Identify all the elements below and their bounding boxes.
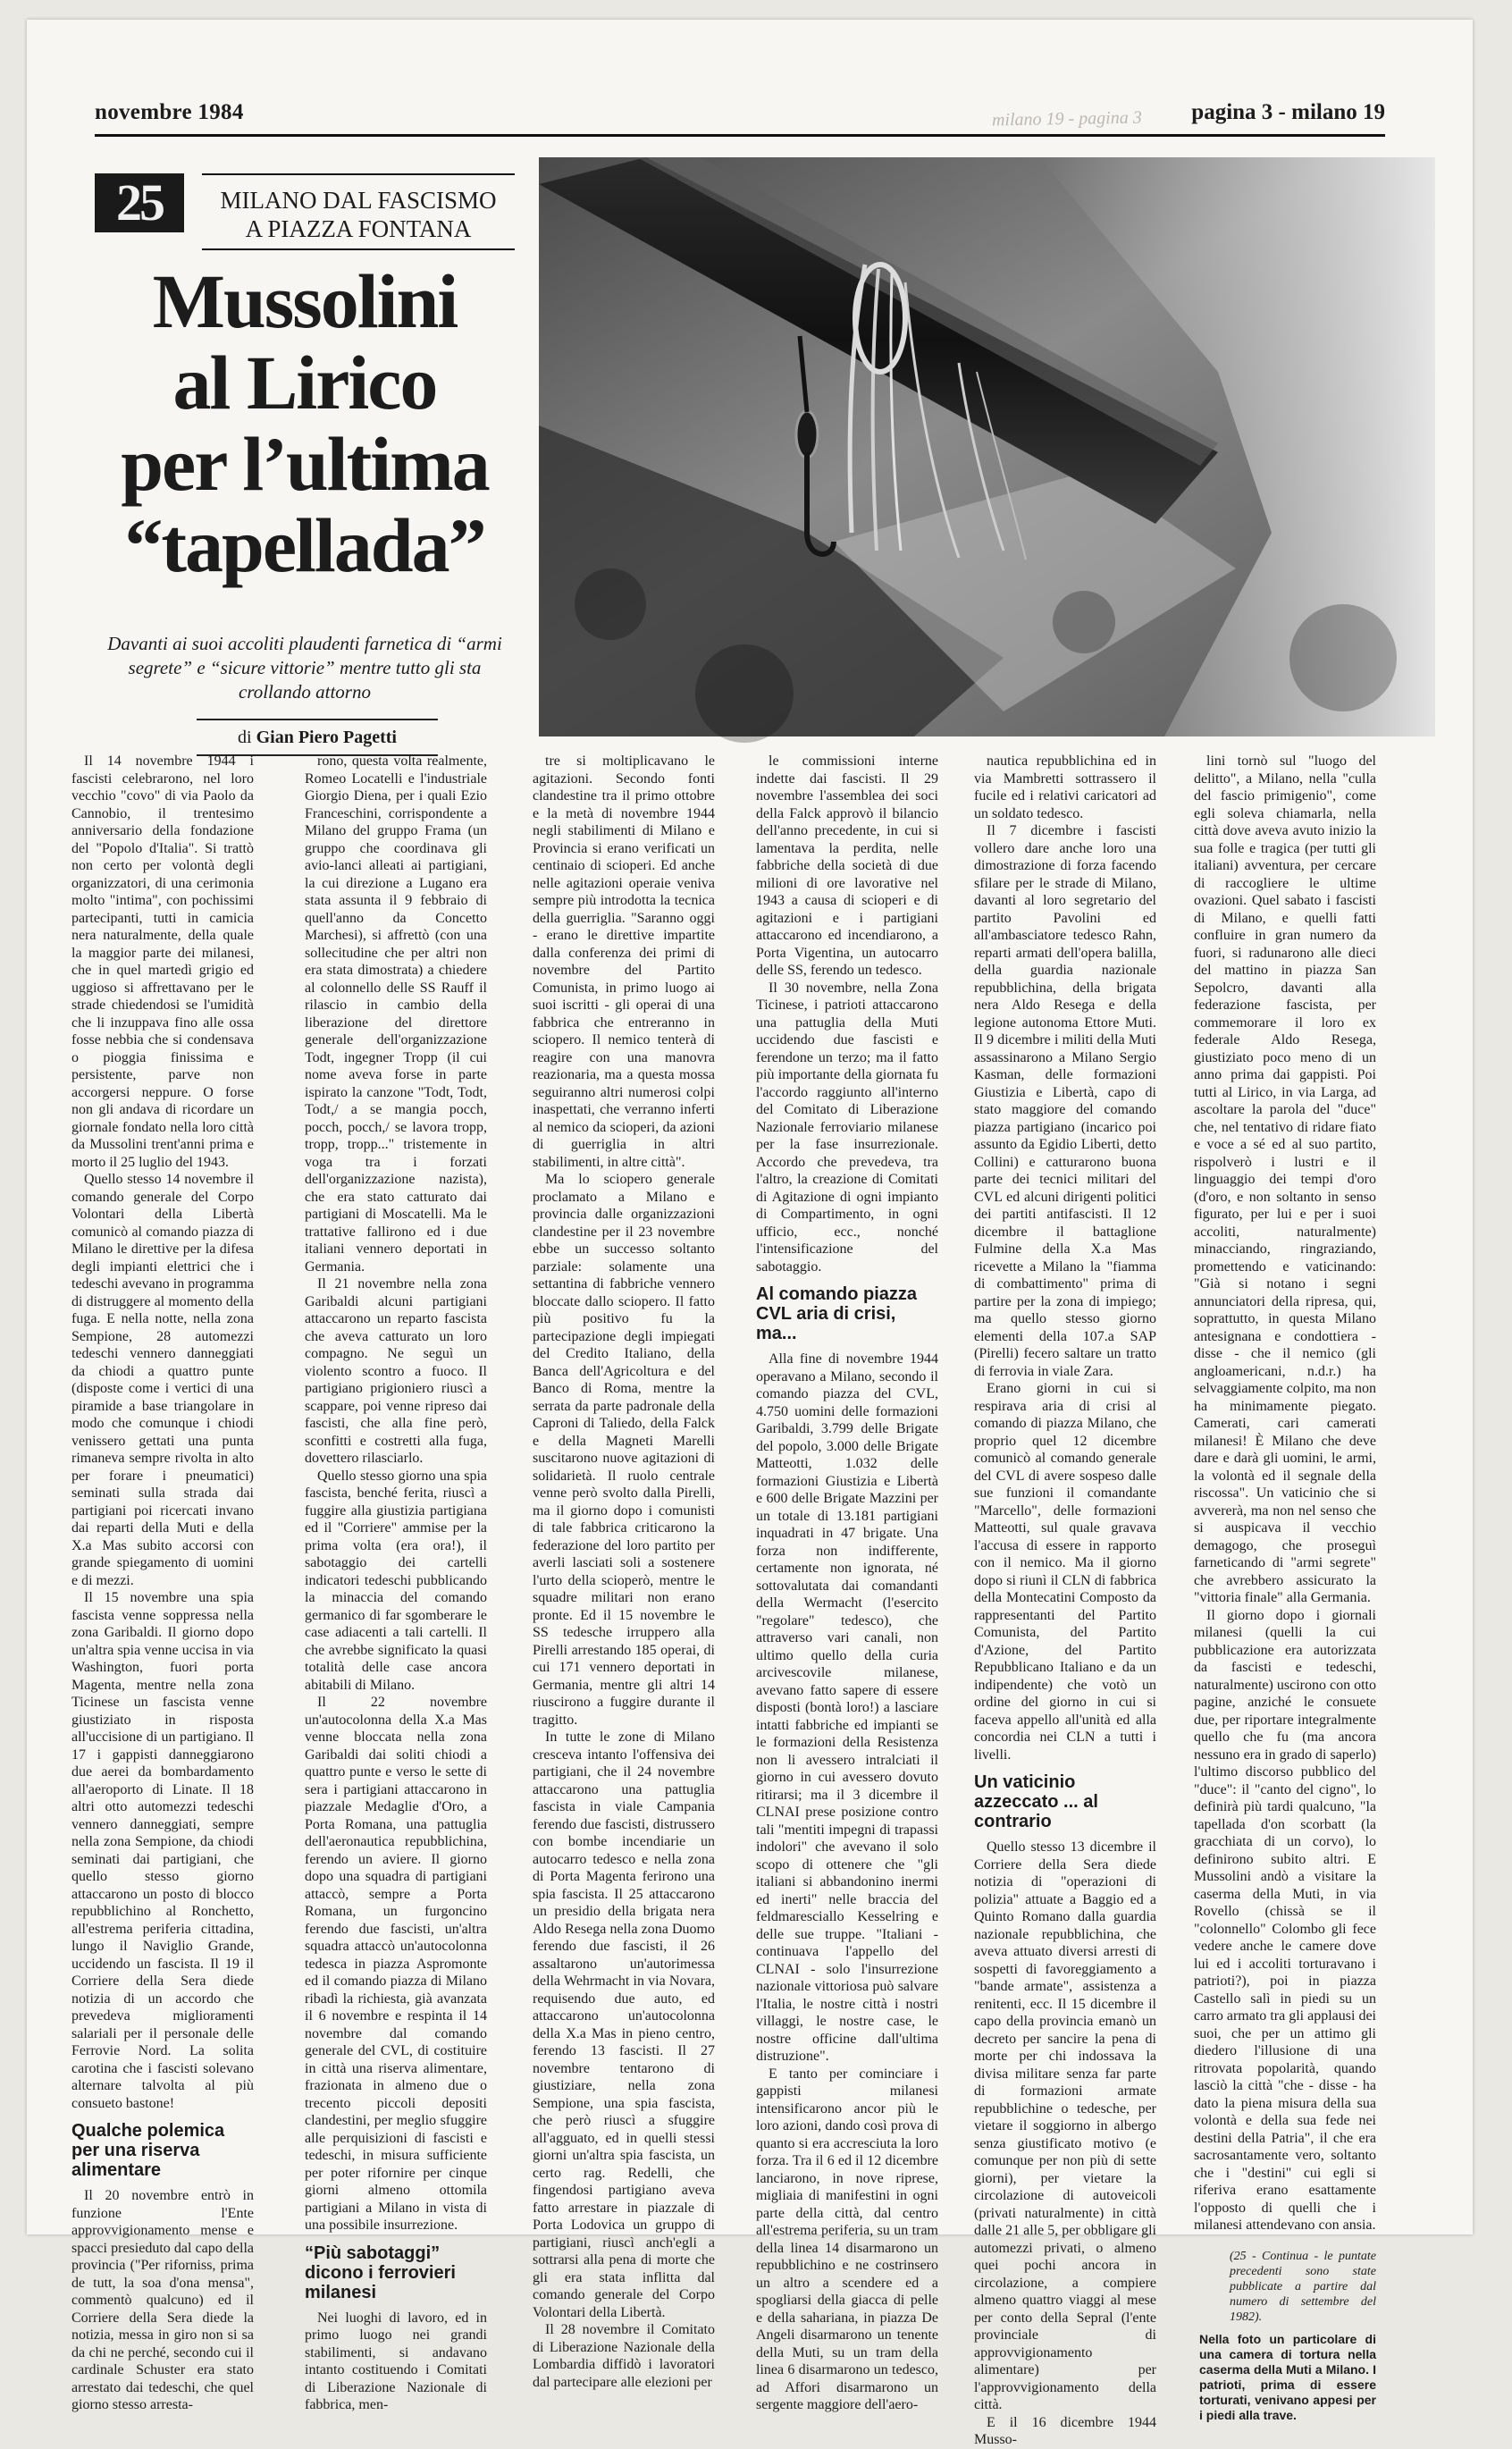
- paragraph: Il 28 novembre il Comitato di Liberazione Nazionale della Lombardia diffidò i lavoratori dal partecipare alle elezioni per: [533, 2322, 715, 2390]
- series-title-line1: MILANO DAL FASCISMO: [220, 187, 497, 214]
- paragraph: rono, questa volta realmente, Romeo Locatelli e l'industriale Giorgio Diena, per i quali Ezio Franceschini, corrispondente a Milano del gruppo Frama (un gruppo che coordinava gli avio-lanci alleati ai partigiani, la cui direzione a Lugano era stata assunta il 9 febbraio di quell'anno da Concetto Marchesi), si affrettò (con una sollecitudine che per altri non era stata dimostrata) a chiedere al colonnello delle SS Rauff il rilascio in cambio della liberazione del direttore generale dell'organizzazione Todt, ingegner Tropp (il cui nome aveva forse in parte ispirato la canzone "Todt, Todt, Todt,/ a se mangia pocch, pocch, pocch,/ se lavora tropp, tropp, tropp..." tristemente in voga tra i forzati dell'organizzazione nazista), che era stato catturato dai partigiani di Moscatelli. Ma le trattative fallirono ed i due italiani vennero deportati in Germania.: [305, 753, 487, 1275]
- paragraph: le commissioni interne indette dai fascisti. Il 29 novembre l'assemblea dei soci della Falck approvò il bilancio dell'anno precedente, in cui si lamentava la perdita, nelle fabbriche della società di due milioni di ore lavorative nel 1943 a causa di scioperi e di agitazioni e i partigiani attaccarono ed incendiarono, a Porta Vigentina, un autocarro delle SS, ferendo un tedesco.: [756, 753, 938, 978]
- newspaper-page: [27, 20, 1473, 2447]
- byline-author: Gian Piero Pagetti: [256, 728, 397, 747]
- series-title-line2: A PIAZZA FONTANA: [245, 215, 472, 242]
- headline-line2: al Lirico: [172, 340, 437, 425]
- paragraph: Erano giorni in cui si respirava aria di crisi al comando di piazza Milano, che proprio quel 12 dicembre comunicò al comando generale del CVL di avere sospeso dalle sue funzioni il comandante "Marcello", delle formazioni Matteotti, sul quale gravava l'accusa di essere in rapporto con il nemico. Ma il giorno dopo si riunì il CLN di fabbrica della Montecatini Composto da rappresentanti del Partito Comunista, del Partito d'Azione, del Partito Repubblicano Italiano e da un indipendente) che votò un ordine del giorno in cui si faceva appello all'unità ed alla concordia nei CLN a tutti i livelli.: [974, 1381, 1156, 1763]
- paragraph: lini tornò sul "luogo del delitto", a Milano, nella "culla del fascio primigenio", come egli soleva chiamarla, nella città dove aveva avuto inizio la sua folle e tragica (per tutti gli italiani) avventura, per cercare di raccogliere le ultime ovazioni. Quel sabato i fascisti di Milano, e quelli fatti confluire in gran numero da fuori, si radunarono alle dieci del mattino in piazza San Sepolcro, davanti alla federazione fascista, per commemorare il loro ex federale Aldo Resega, giustiziato poco meno di un anno prima dai gappisti. Poi tutti al Lirico, in via Larga, ad ascoltare la parola del "duce" che, nel tentativo di ridare fiato e voce a sé ed al suo partito, rispolverò i lustri e il linguaggio dei tempi d'oro (d'oro, e non soltanto in senso figurato, per lui e per i suoi accoliti, naturalmente) minacciando, ringraziando, promettendo e vaticinando: "Già si notano i segni annunciatori della ripresa, qui, soprattutto, in questa Milano antesignana e condottiera - disse - che il nemico (gli angloamericani, n.d.r.) ha selvaggiamente colpito, ma non ha minimamente piegato. Camerati, cari camerati milanesi! È Milano che deve dare e darà gli uomini, le armi, la volontà ed il segnale della riscossa". Un vaticinio che si avvererà, ma non nel senso che si auspicava il vecchio demagogo, che proseguì farneticando di "armi segrete" che avrebbero assicurato la "vittoria finale" alla Germania.: [1194, 753, 1376, 1605]
- paragraph: Il 7 dicembre i fascisti vollero dare anche loro una dimostrazione di forza facendo sfilare per le strade di Milano, davanti al loro segretario del partito Pavolini ed all'ambasciatore tedesco Rahn, reparti armati dell'opera balilla, della guardia nazionale repubblichina, della brigata nera Aldo Resega e della legione autonoma Ettore Muti. Il 9 dicembre i militi della Muti assassinarono a Milano Sergio Kasman, delle formazioni Giustizia e Libertà, capo di stato maggiore del comando piazza partigiano (incarico poi assunto da Egidio Liberti, detto Collini) e catturarono buona parte dei tecnici militari del CVL ed alcuni dirigenti politici dei partiti antifascisti. Il 12 dicembre il battaglione Fulmine della X.a Mas ricevette a Milano la "fiamma di combattimento" prima di partire per la zona di impiego; ma quello stesso giorno elementi della 107.a SAP (Pirelli) fecero saltare un tratto di ferrovia in viale Zara.: [974, 823, 1156, 1379]
- headline-line3: per l’ultima: [121, 421, 489, 507]
- page-number: pagina 3 - milano 19: [1191, 100, 1385, 124]
- section-heading: Un vaticinio azzeccato ... al contrario: [974, 1772, 1098, 1831]
- paragraph: Il 30 novembre, nella Zona Ticinese, i patrioti attaccarono una pattuglia della Muti uccidendo due fascisti e ferendone un terzo; ma il fatto più importante della giornata fu l'accordo raggiunto all'interno del Comitato di Liberazione Nazionale ferroviario milanese per la fase insurrezionale. Accordo che prevedeva, tra l'altro, la creazione di Comitati di Agitazione di ogni impianto di Compartimento, in ogni ufficio, ecc., nonché l'intensificazione del sabotaggio.: [756, 980, 938, 1275]
- byline-top-rule: [197, 719, 438, 720]
- article-column-3: [533, 753, 715, 2391]
- photo-caption: Nella foto un particolare di una camera di tortura nella caserma della Muti a Milano. I patrioti, prima di essere torturati, venivano appesi per i piedi alla trave.: [1199, 2331, 1376, 2422]
- paragraph: Il 21 novembre nella zona Garibaldi alcuni partigiani attaccarono un reparto fascista che aveva catturato un loro compagno. Ne seguì un violento scontro a fuoco. Il partigiano prigioniero riuscì a scappare, poi venne ripreso dai fascisti, che alla fine però, sconfitti e costretti alla fuga, dovettero rilasciarlo.: [305, 1276, 487, 1466]
- paragraph: E il 16 dicembre 1944 Musso-: [974, 2414, 1156, 2447]
- article-column-5: [974, 753, 1156, 2449]
- paragraph: Nei luoghi di lavoro, ed in primo luogo nei grandi stabilimenti, si andavano intanto costituendo i Comitati di Liberazione Nazionale di fabbrica, men-: [305, 2310, 487, 2412]
- paragraph: Alla fine di novembre 1944 operavano a Milano, secondo il comando piazza del CVL, 4.750 uomini delle formazioni Garibaldi, 3.799 delle Brigate del popolo, 3.000 delle Brigate Matteotti, 1.032 delle formazioni Giustizia e Libertà e 600 delle Brigate Mazzini per un totale di 13.181 partigiani inquadrati in 47 brigate. Una forza non indifferente, certamente non ignorata, né sottovalutata dai comandanti della Wermacht (l'esercito "regolare" tedesco), che attraverso vari canali, non ultimo quello della curia arcivescovile milanese, avevano fatto sapere di essere disposti (bontà loro!) a lasciare intatti fabbriche ed impianti se le formazioni della Resistenza non li avessero intralciati il giorno in cui avessero dovuto ritirarsi; ma il 3 dicembre il CLNAI prese posizione contro tali "mentiti impegni di trapassi indolori" che avevano il solo scopo di ottenere che "gli italiani si abbandonino inermi ed inerti" nelle braccia del feldmaresciallo Kesselring e delle sue truppe. "Italiani - continuava l'appello del CLNAI - solo l'insurrezione nazionale vittoriosa può salvare l'Italia, le nostre città i nostri villaggi, le nostre case, le nostre officine dall'ultima distruzione".: [756, 1351, 938, 2064]
- article-column-2: [305, 753, 487, 2414]
- series-footnote: (25 - Continua - le puntate precedenti sono state pubblicate a partire dal numero di settembre del 1982).: [1230, 2249, 1376, 2324]
- headline-line1: Mussolini: [152, 258, 458, 344]
- byline: [161, 728, 474, 748]
- paragraph: Il giorno dopo i giornali milanesi (quelli la cui pubblicazione era autorizzata da fascisti e tedeschi, naturalmente) uscirono con otto pagine, anziché le consuete due, per riportare integralmente quello che fu (ma ancora nessuno era in grado di saperlo) l'ultimo discorso pubblico del "duce": il "canto del cigno", lo definirà più tardi qualcuno, "la tapellada d'on scorbatt (la gracchiata di un corvo), lo definirono subito altri. E Mussolini andò a visitare la caserma della Muti, in via Rovello (chissà se il "colonnello" Colombo gli fece vedere anche le camere dove lui ed i accoliti torturavano i patrioti?), poi in piazza Castello salì in piedi su un carro armato tra gli applausi dei suoi, che per un attimo gli diedero l'illusione di una ritrovata popolarità, quando lasciò la città "che - disse - ha dato la piena misura della sua volontà e della sua fede nei destini della Patria", il che era sacrosantamente vero, soltanto che i "destini" cui egli si riferiva erano esattamente l'opposto di quelli che i milanesi attendevano con ansia.: [1194, 1607, 1376, 2233]
- paragraph: Ma lo sciopero generale proclamato a Milano e provincia dalle organizzazioni clandestine per il 23 novembre ebbe un successo soltanto parziale: solamente una settantina di fabbriche vennero bloccate dallo sciopero. Il fatto più positivo fu la partecipazione degli impiegati del Credito Italiano, della Banca dell'Agricoltura e del Banco di Roma, mentre la serrata da parte padronale della Caproni di Taliedo, della Falck e della Magneti Marelli suscitarono nuove agitazioni di solidarietà. Il ruolo centrale venne però svolto dalla Pirelli, ma il giorno dopo i comunisti di tale fabbrica criticarono la federazione del loro partito per averli lasciati soli a sostenere l'urto della scioperò, mentre le squadre militari non erano pronte. Ed il 15 novembre le SS tedesche irruppero alla Pirelli arrestando 185 operai, di cui 171 vennero deportati in Germania, mentre gli altri 14 riuscirono a fuggire durante il tragitto.: [533, 1172, 715, 1728]
- headline-line4: “tapellada”: [124, 502, 485, 588]
- article-column-6: [1194, 753, 1376, 2423]
- section-heading: “Più sabotaggi” dicono i ferrovieri milanesi: [305, 2243, 456, 2302]
- paragraph: Il 22 novembre un'autocolonna della X.a Mas venne bloccata nella zona Garibaldi dai soliti chiodi a quattro punte e verso le sette di sera i partigiani attaccarono in piazzale Medaglie d'Oro, a Porta Romana, una pattuglia dell'aeronautica repubblichina, ferendo un aviere. Il giorno dopo una squadra di partigiani attaccò, sempre a Porta Romana, un furgoncino ferendo due fascisti, un'altra squadra attaccò un'autocolonna tedesca in piazza Aspromonte ed il comando piazza di Milano ribadì la richiesta, già avanzata il 6 novembre e respinta il 14 novembre dal comando generale del CVL, di costituire in città una riserva alimentare, frazionata in almeno due o trecento piccoli depositi clandestini, per meglio sfuggire alle perquisizioni di fascisti e tedeschi, in misura sufficiente per poter rifornire per cinque giorni almeno ottomila partigiani a Milano in vista di una possibile insurrezione.: [305, 1695, 487, 2233]
- series-bottom-rule: [202, 248, 515, 250]
- paragraph: nautica repubblichina ed in via Mambretti sottrassero il fucile ed i relativi caricatori ad un soldato tedesco.: [974, 753, 1156, 821]
- paragraph: E tanto per cominciare i gappisti milanesi intensificarono ancor più le loro azioni, dando così prova di quanto si era accresciuta la loro forza. Tra il 6 ed il 12 dicembre lanciarono, in nove riprese, migliaia di manifestini in ogni parte della città, dal centro all'estrema periferia, su un tram della linea 14 disarmarono un repubblichino e ne costrinsero un altro a scendere ed a spogliarsi della giacca di pelle e della sahariana, in piazza De Angeli disarmarono un tenente della Muti, su un tram della linea 6 disarmarono un tedesco, ad Affori disarmarono un sergente maggiore dell'aero-: [756, 2066, 938, 2412]
- series-number-badge: 25: [95, 173, 184, 232]
- paragraph: Il 15 novembre una spia fascista venne soppressa nella zona Garibaldi. Il giorno dopo un'altra spia venne uccisa in via Washington, fuori porta Magenta, mentre nella zona Ticinese un fascista venne giustiziato in risposta all'uccisione di un partigiano. Il 17 i gappisti danneggiarono due aerei da bombardamento all'aeroporto di Linate. Il 18 altri otto automezzi tedeschi vennero danneggiati, sempre nella zona Sempione, da chiodi seminati dai partigiani, che quello stesso giorno attaccarono un posto di blocco repubblichino al Ronchetto, all'estrema periferia cittadina, lungo il Naviglio Grande, uccidendo un fascista. Il 19 il Corriere della Sera diede notizia di un accordo che prevedeva miglioramenti salariali per il personale delle Ferrovie Nord. La solita carotina che i fascisti solevano alternare talvolta al più consueto bastone!: [71, 1590, 254, 2111]
- paragraph: Quello stesso 14 novembre il comando generale del Corpo Volontari della Libertà comunicò al comando piazza di Milano le direttive per la difesa degli impianti elettrici che i tedeschi avevano in programma di distruggere al momento della fuga. E nella notte, nella zona Sempione, 28 automezzi tedeschi vennero danneggiati da chiodi a quattro punte (disposte come i vertici di una piramide a base triangolare in modo che comunque i chiodi venissero gettati una punta rimaneva sempre rivolta in alto per forare i pneumatici) seminati sulla strada dai partigiani poi ricercati invano dai reparti della Muti e della X.a Mas subito accorsi con grande spiegamento di uomini e di mezzi.: [71, 1172, 254, 1588]
- series-top-rule: [202, 173, 515, 175]
- subheadline: Davanti ai suoi accoliti plaudenti farnetica di “armi segrete” e “sicure vittorie” mentre tutto gli sta crollando attorno: [107, 633, 502, 703]
- paragraph: Il 20 novembre entrò in funzione l'Ente approvvigionamento mense e spacci presieduto dal capo della provincia ("Per riforniss, prima de tutt, la soa d'ona mensa", commentò qualcuno) ed il Corriere della Sera diede la notizia, messa in giro non si sa da chi ne perché, secondo cui il cardinale Schuster era stato arrestato dai tedeschi, che quel giorno stesso arresta-: [71, 2188, 254, 2412]
- series-title: [202, 186, 515, 243]
- section-heading: Al comando piazza CVL aria di crisi, ma...: [756, 1284, 918, 1343]
- paragraph: Quello stesso 13 dicembre il Corriere della Sera diede notizia di "operazioni di polizia" attuate a Baggio ed a Quinto Romano dalla guardia nazionale repubblichina, che aveva attuato diversi arresti di sospetti di favoreggiamento a "bande armate", assistenza a renitenti, ecc. Il 15 dicembre il capo della provincia emanò un decreto per sancire la pena di morte per chi indossava la divisa militare senza far parte di formazioni armate repubblichine o tedesche, per vietare il soggiorno in albergo senza giustificato motivo (e comunque per non più di sette giorni), per vietare la circolazione di autoveicoli (privati naturalmente) in città dalle 21 alle 5, per obbligare gli automezzi privati, o almeno quei pochi ancora in circolazione, a compiere almeno quattro viaggi al mese per conto della Sepral (l'ente provinciale di approvvigionamento alimentare) per l'approvvigionamento della città.: [974, 1839, 1156, 2412]
- byline-prefix: di: [238, 728, 252, 747]
- hook-rope-photo: [539, 157, 1435, 736]
- paragraph: tre si moltiplicavano le agitazioni. Secondo fonti clandestine tra il primo ottobre e la metà di novembre 1944 negli stabilimenti di Milano e Provincia si erano verificati un centinaio di scioperi. Ed anche nelle agitazioni operaie veniva sempre più introdotta la tecnica della guerriglia. "Saranno oggi - erano le direttive impartite dalla conferenza dei primi di novembre del Partito Comunista, in primo luogo ai suoi iscritti - gli operai di una fabbrica che entreranno in sciopero. Il nemico tenterà di reagire con una manovra reazionaria, ma a questa mossa seguiranno altri numerosi colpi inaspettati, che verranno inferti al nemico da scioperi, da azioni di guerriglia in altri stabilimenti, in altre città".: [533, 753, 715, 1170]
- section-heading: Qualche polemica per una riserva alimentare: [71, 2121, 225, 2180]
- paragraph: Quello stesso giorno una spia fascista, benché ferita, riuscì a fuggire alla giustizia partigiana ed il "Corriere" ammise per la prima volta (era ora!), il sabotaggio dei cartelli indicatori tedeschi pubblicando la minaccia del comando germanico di far sgomberare le case adiacenti a tali cartelli. Il che avrebbe significato la quasi totalità delle case ancora abitabili di Milano.: [305, 1468, 487, 1693]
- headline: [95, 258, 515, 588]
- article-column-1: [71, 753, 254, 2414]
- paragraph: In tutte le zone di Milano cresceva intanto l'offensiva dei partigiani, che il 24 novembre attaccarono una pattuglia fascista in viale Campania ferendo due fascisti, distrussero con bombe incendiarie un autocarro tedesco e nella zona di Porta Magenta ferirono una spia fascista. Il 25 attaccarono un presidio della brigata nera Aldo Resega nella zona Duomo ferendo due fascisti, il 26 assaltarono un'autorimessa della Wehrmacht in via Novara, requisendo due auto, ed attaccarono un'autocolonna della X.a Mas in pieno centro, ferendo 13 fascisti. Il 27 novembre tentarono di giustiziare, nella zona Sempione, una spia fascista, che però riuscì a sfuggire all'agguato, ed in quelli stessi giorni un'altra spia fascista, un certo rag. Redelli, che fingendosi partigiano aveva fatto arrestare in piazzale di Porta Lodovica un gruppo di partigiani, riuscì anch'egli a sottrarsi alla pena di morte che gli era stata inflitta dal comando generale del Corpo Volontari della Libertà.: [533, 1729, 715, 2320]
- article-column-4: [756, 753, 938, 2414]
- issue-date: novembre 1984: [95, 100, 244, 124]
- series-heading: [95, 154, 515, 250]
- bleed-through-text: milano 19 - pagina 3: [991, 107, 1142, 130]
- header-rule: [95, 134, 1385, 137]
- paragraph: Il 14 novembre 1944 i fascisti celebrarono, nel loro vecchio "covo" di via Paolo da Cannobio, il trentesimo anniversario della fondazione del "Popolo d'Italia". Si trattò non certo per volontà degli organizzatori, di una cerimonia molto "intima", con pochissimi partecipanti, tutti in camicia nera naturalmente, della quale la maggior parte dei milanesi, che in quel martedì grigio ed uggioso si affrettavano per le strade chiedendosi se l'umidità che li inzuppava fino alle ossa fosse nebbia che si condensava o pioggia finissima e persistente, parve non accorgersi neppure. O forse non gli andava di ricordare un giornale fondato nella loro città da Mussolini trent'anni prima e morto il 25 luglio del 1943.: [71, 753, 254, 1170]
